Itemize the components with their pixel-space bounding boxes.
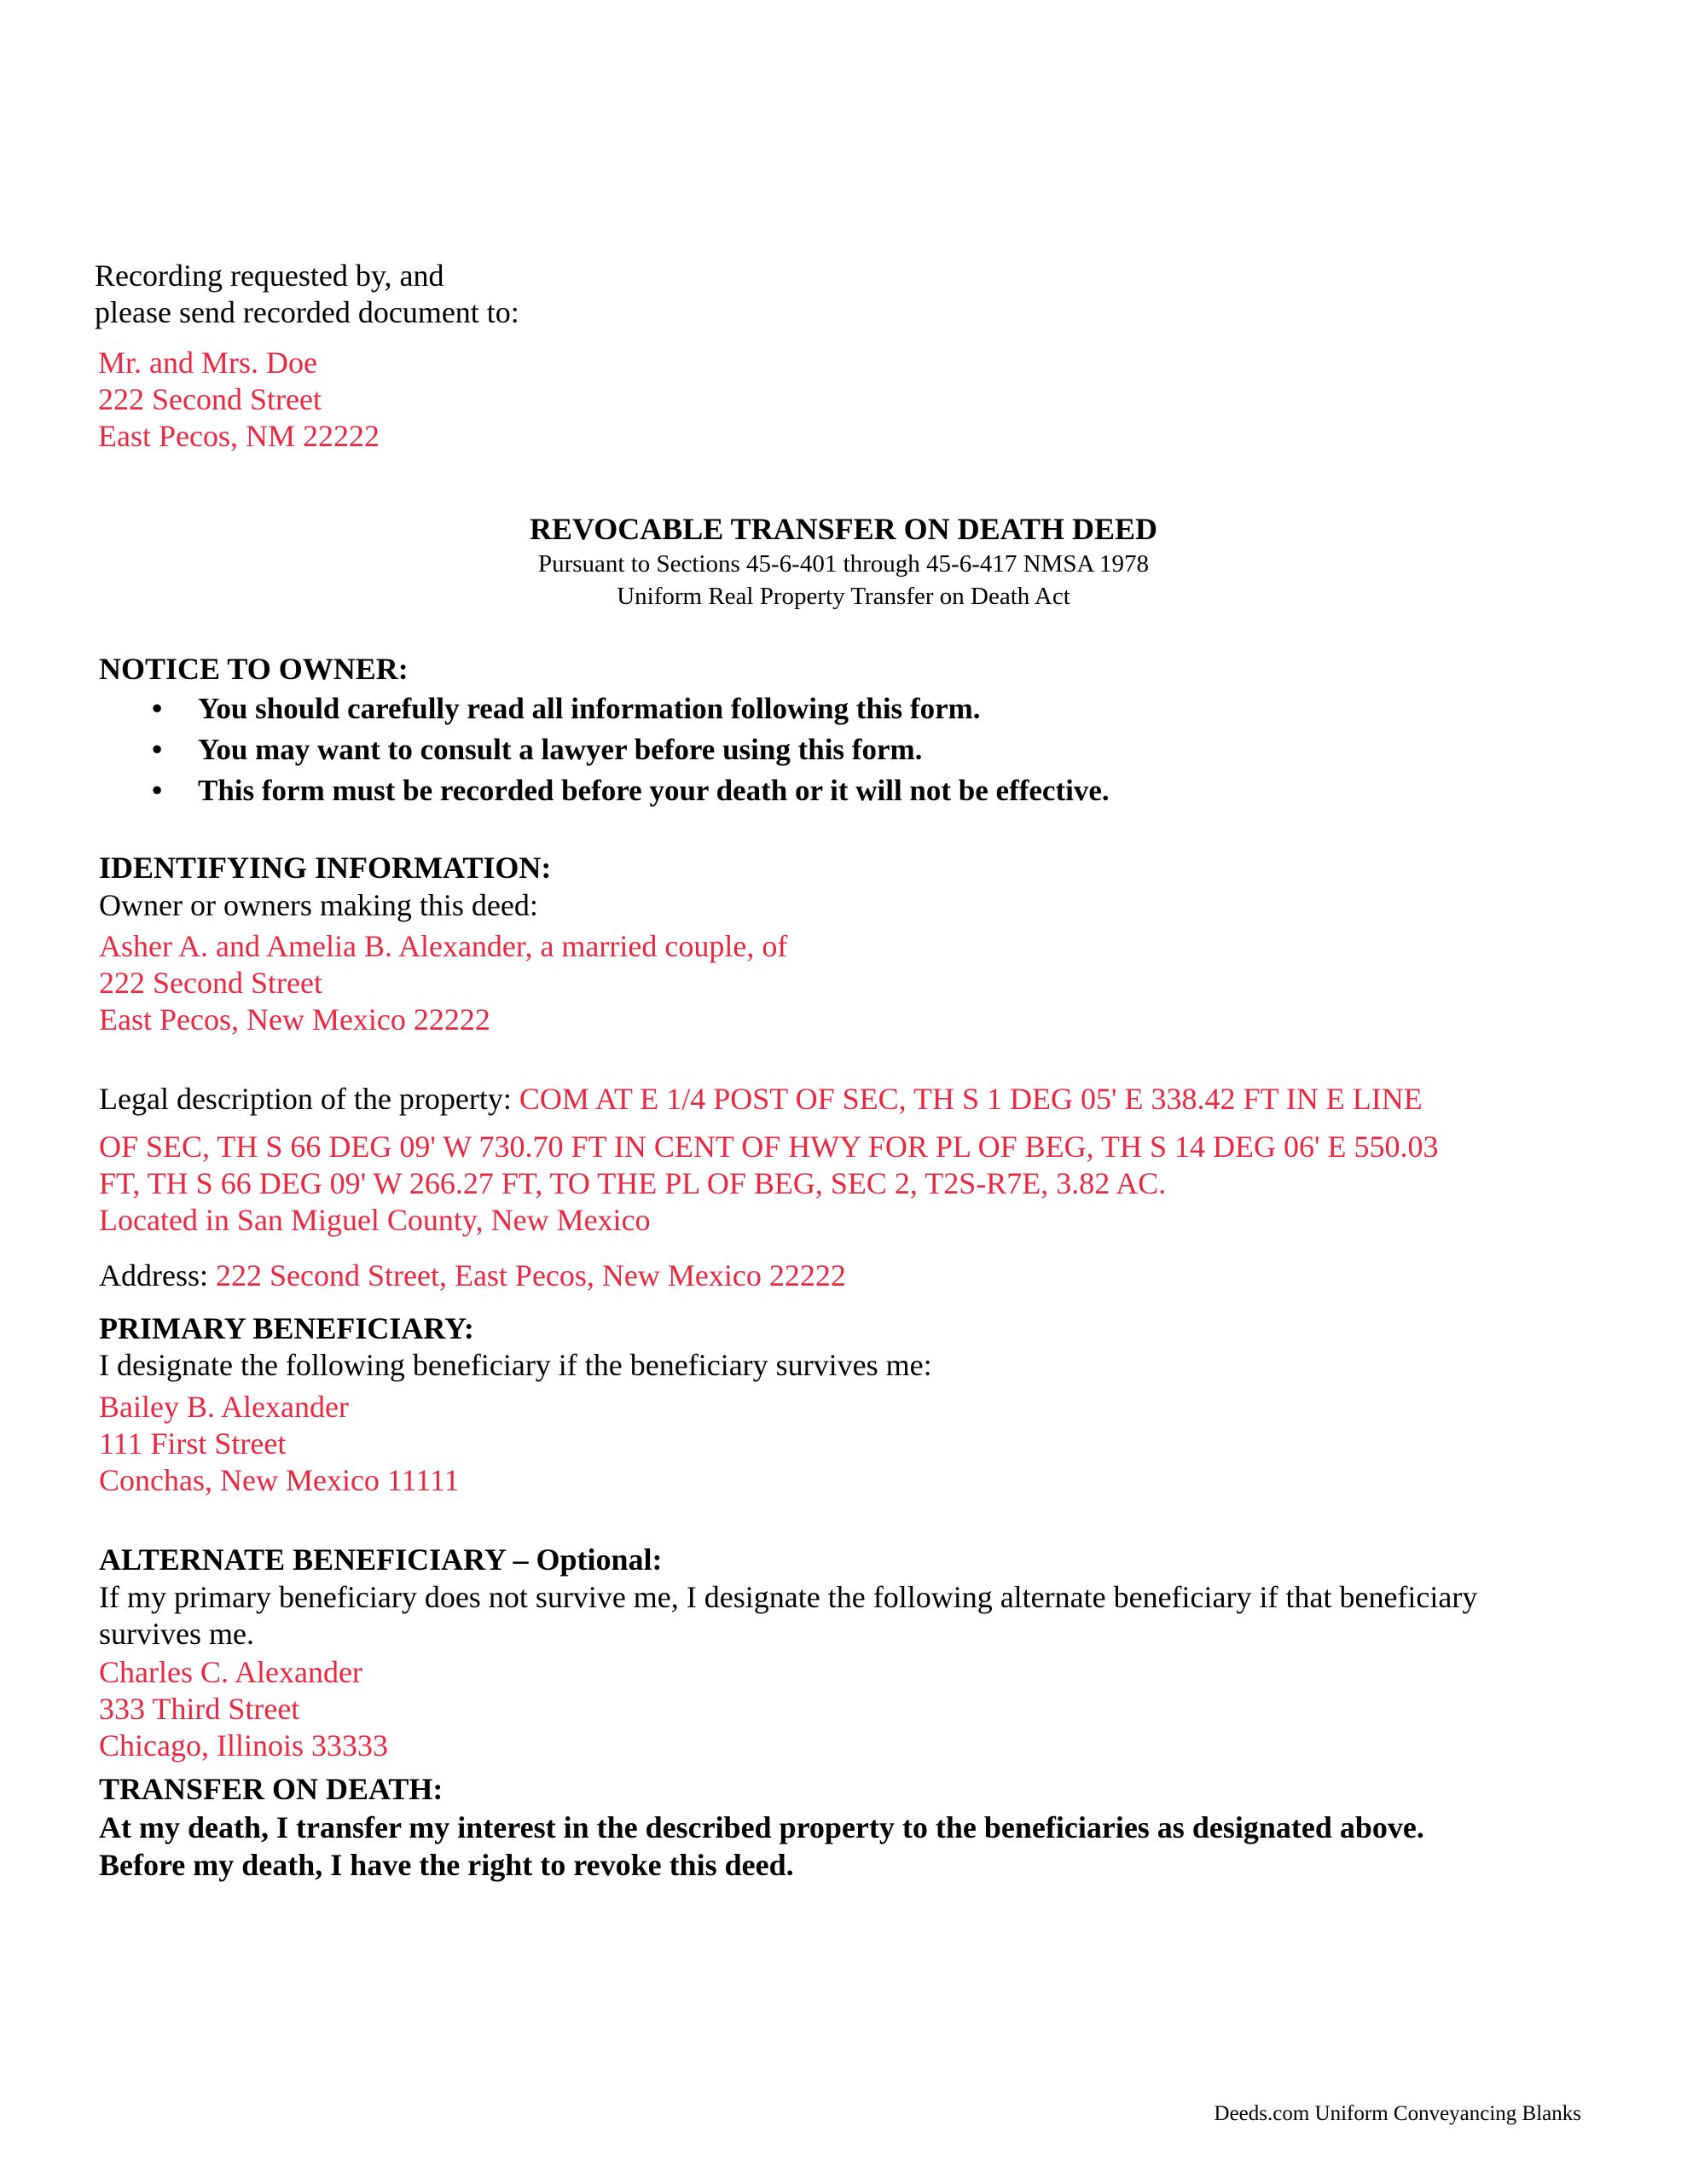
alternate-beneficiary-heading: ALTERNATE BENEFICIARY – Optional: (99, 1542, 663, 1577)
recording-line-1: Recording requested by, and (95, 258, 444, 293)
primary-beneficiary-street: 111 First Street (99, 1426, 287, 1461)
notice-item (99, 688, 1549, 729)
deed-title: REVOCABLE TRANSFER ON DEATH DEED (529, 512, 1158, 546)
address-value: 222 Second Street, East Pecos, New Mexico 22222 (216, 1258, 846, 1292)
alternate-beneficiary-text (99, 1579, 1477, 1653)
owner-label: Owner or owners making this deed: (99, 888, 538, 922)
deed-title-block (0, 510, 1687, 613)
owner-block (99, 928, 787, 1038)
transfer-line-2: Before my death, I have the right to revoke this deed. (99, 1848, 794, 1882)
notice-item-text: You may want to consult a lawyer before using this form. (198, 733, 923, 766)
deed-subtitle-act: Uniform Real Property Transfer on Death Act (617, 583, 1070, 610)
primary-beneficiary-city: Conchas, New Mexico 11111 (99, 1463, 460, 1497)
primary-beneficiary-block (99, 1389, 460, 1499)
transfer-line-1: At my death, I transfer my interest in the described property to the beneficiaries as designated above. (99, 1810, 1424, 1844)
owner-name: Asher A. and Amelia B. Alexander, a married couple, of (99, 929, 788, 963)
bullet-icon: • (152, 692, 163, 725)
alternate-beneficiary-street: 333 Third Street (99, 1692, 300, 1726)
transfer-statement (99, 1809, 1424, 1884)
footer-text: Deeds.com Uniform Conveyancing Blanks (1214, 2102, 1581, 2125)
alternate-text-line-2: survives me. (99, 1617, 254, 1651)
identifying-heading: IDENTIFYING INFORMATION: (99, 851, 552, 885)
property-address (99, 1258, 846, 1294)
transfer-heading: TRANSFER ON DEATH: (99, 1772, 443, 1806)
recording-address (98, 345, 380, 455)
alternate-beneficiary-block (99, 1654, 388, 1764)
recording-line-2: please send recorded document to: (95, 295, 519, 329)
legal-description-continued (99, 1129, 1438, 1239)
deed-subtitle-statute: Pursuant to Sections 45-6-401 through 45-6-417 NMSA 1978 (537, 550, 1150, 578)
notice-item (99, 729, 1549, 770)
legal-description-line-4: Located in San Miguel County, New Mexico (99, 1203, 651, 1237)
owner-street: 222 Second Street (99, 966, 322, 1000)
address-label: Address: (99, 1258, 208, 1292)
notice-item-text: This form must be recorded before your death or it will not be effective. (198, 774, 1110, 807)
notice-list (99, 688, 1549, 811)
recording-city: East Pecos, NM 22222 (98, 419, 380, 453)
notice-item-text: You should carefully read all information following this form. (198, 692, 981, 725)
legal-description-label: Legal description of the property: (99, 1082, 512, 1116)
primary-beneficiary-name: Bailey B. Alexander (99, 1390, 349, 1424)
legal-description-line-3: FT, TH S 66 DEG 09' W 266.27 FT, TO THE PL OF BEG, SEC 2, T2S-R7E, 3.82 AC. (99, 1166, 1167, 1200)
recording-name: Mr. and Mrs. Doe (98, 346, 317, 380)
bullet-icon: • (152, 733, 163, 766)
alternate-beneficiary-name: Charles C. Alexander (99, 1655, 362, 1689)
alternate-text-line-1: If my primary beneficiary does not survive me, I designate the following alternate beneficiary if that beneficiary (99, 1580, 1478, 1614)
primary-beneficiary-heading: PRIMARY BENEFICIARY: (99, 1311, 474, 1345)
alternate-beneficiary-city: Chicago, Illinois 33333 (99, 1728, 388, 1763)
legal-description-line-2: OF SEC, TH S 66 DEG 09' W 730.70 FT IN CENT OF HWY FOR PL OF BEG, TH S 14 DEG 06' E 550.03 (99, 1130, 1439, 1164)
recording-street: 222 Second Street (98, 382, 322, 416)
owner-city: East Pecos, New Mexico 22222 (99, 1002, 490, 1037)
notice-item (99, 770, 1549, 811)
bullet-icon: • (152, 774, 163, 807)
recording-request (95, 258, 519, 331)
legal-description-line-1: COM AT E 1/4 POST OF SEC, TH S 1 DEG 05' E 338.42 FT IN E LINE (519, 1082, 1423, 1116)
legal-description-first-line (99, 1081, 1423, 1118)
notice-heading: NOTICE TO OWNER: (99, 652, 409, 686)
primary-beneficiary-text: I designate the following beneficiary if the beneficiary survives me: (99, 1348, 932, 1382)
